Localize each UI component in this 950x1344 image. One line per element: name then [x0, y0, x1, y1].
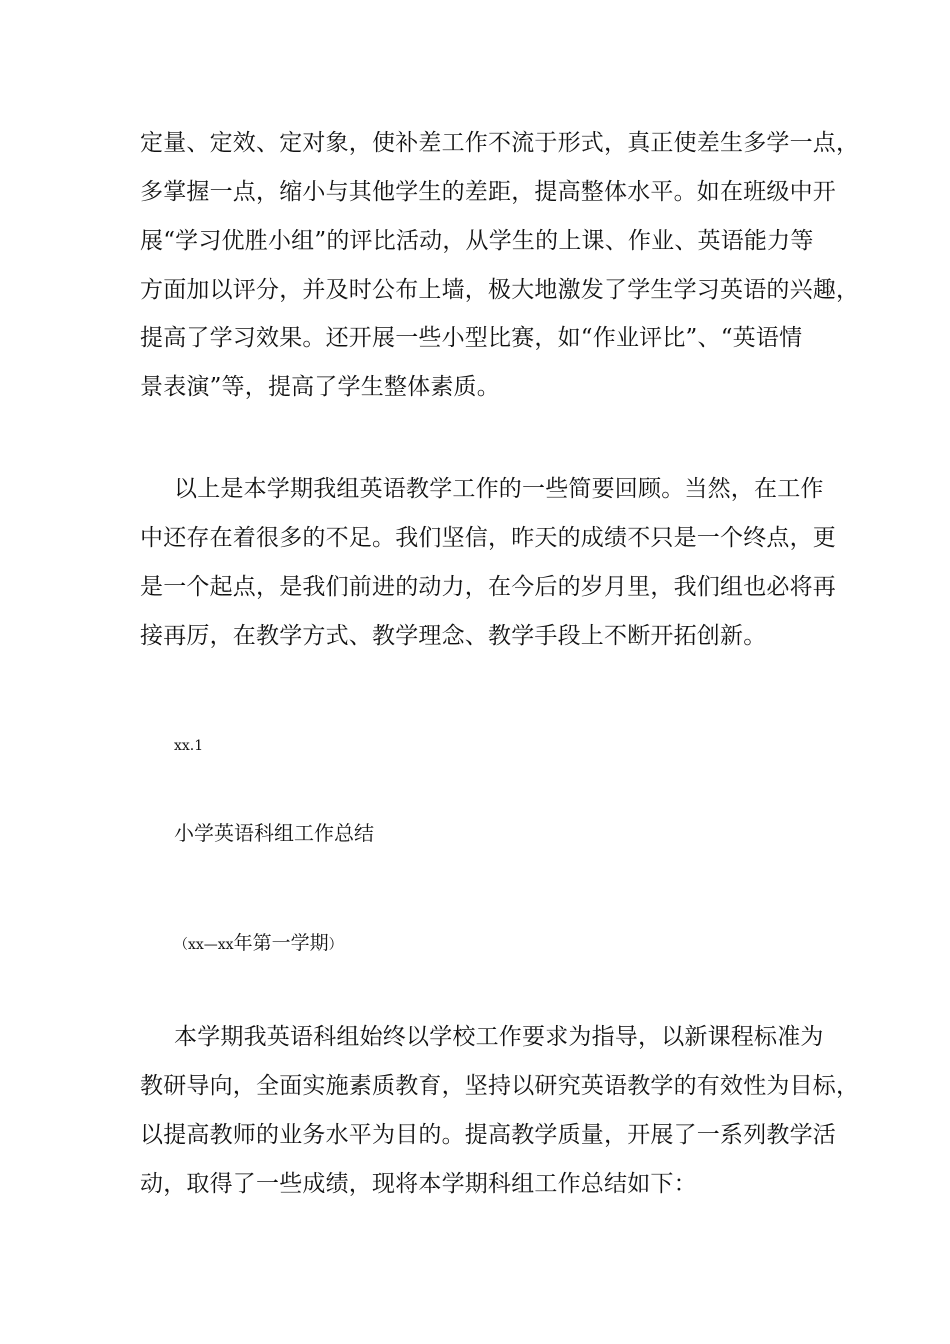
- paragraph-3-line-2: 教研导向，全面实施素质教育，坚持以研究英语教学的有效性为目标，: [140, 1073, 860, 1099]
- paragraph-1-line-6: 景表演”等，提高了学生整体素质。: [140, 374, 500, 400]
- paragraph-2-line-2: 中还存在着很多的不足。我们坚信，昨天的成绩不只是一个终点，更: [140, 525, 836, 551]
- paragraph-3-line-1: 本学期我英语科组始终以学校工作要求为指导，以新课程标准为: [174, 1024, 824, 1050]
- paragraph-2-line-3: 是一个起点，是我们前进的动力，在今后的岁月里，我们组也必将再: [140, 574, 836, 600]
- date-text: xx.1: [174, 738, 204, 754]
- subtitle-open-paren: （xx—xx: [174, 937, 234, 953]
- document-subtitle: [174, 931, 343, 957]
- paragraph-1-line-5: 提高了学习效果。还开展一些小型比赛，如“作业评比”、“英语情: [140, 325, 803, 351]
- paragraph-3-line-3: 以提高教师的业务水平为目的。提高教学质量，开展了一系列教学活: [140, 1122, 836, 1148]
- paragraph-1-line-4: 方面加以评分，并及时公布上墙，极大地激发了学生学习英语的兴趣，: [140, 277, 860, 303]
- subtitle-main: 年第一学期: [233, 932, 329, 954]
- document-title: 小学英语科组工作总结: [174, 821, 374, 845]
- paragraph-1-line-2: 多掌握一点，缩小与其他学生的差距，提高整体水平。如在班级中开: [140, 179, 836, 205]
- paragraph-2-line-1: 以上是本学期我组英语教学工作的一些简要回顾。当然，在工作: [174, 476, 824, 502]
- subtitle-close-paren: ）: [328, 937, 343, 953]
- paragraph-2-line-4: 接再厉，在教学方式、教学理念、教学手段上不断开拓创新。: [140, 623, 767, 649]
- paragraph-1-line-3: 展“学习优胜小组”的评比活动，从学生的上课、作业、英语能力等: [140, 228, 814, 254]
- paragraph-3-line-4: 动，取得了一些成绩，现将本学期科组工作总结如下：: [140, 1171, 697, 1197]
- paragraph-1-line-1: 定量、定效、定对象，使补差工作不流于形式，真正使差生多学一点，: [140, 130, 860, 156]
